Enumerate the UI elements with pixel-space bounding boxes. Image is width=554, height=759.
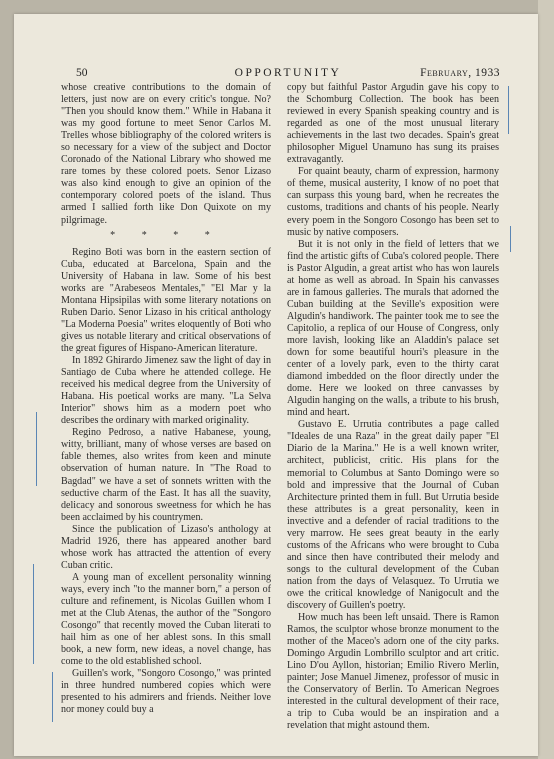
- margin-mark: [508, 86, 509, 134]
- next-page-edge: [538, 0, 554, 759]
- margin-mark: [33, 564, 34, 664]
- margin-mark: [52, 672, 53, 722]
- page-number: 50: [76, 67, 88, 79]
- paragraph: Since the publication of Lizaso's anthology at Madrid 1926, there has appeared another bard whose work has attracted the attention of every Cuban critic.: [61, 523, 271, 571]
- paragraph: Gustavo E. Urrutia contributes a page called "Ideales de una Raza" in the great daily paper "El Diario de la Marina." He is a well known writer, architect, publicist, critic. His plans for the memorial to Columbus at Santo Domingo were so bold and impressive that the Journal of Cuban Architecture printed them in full. But Urrutia beside these attributes is a great personality, keen in invective and a defender of racial traditions to the very marrow. He sees great beauty in the early customs of the Africans who were brought to Cuba and since then have contributed their melody and songs to the cultural development of the Cuban nation from the days of Velasquez. To Urrutia we owe the critical knowledge of Nanigocult and the discovery of Guillen's poetry.: [287, 419, 499, 612]
- running-header: [76, 67, 500, 81]
- margin-mark: [36, 412, 37, 486]
- paragraph: Guillen's work, "Songoro Cosongo," was printed in three hundred numbered copies which were presented to his admirers and friends. Neither love nor money could buy a: [61, 668, 271, 716]
- paragraph: But it is not only in the field of letters that we find the artistic gifts of Cuba's colored people. There is Pastor Algudin, a great artist who has won laurels at home as well as abroad. In Spain his canvasses are in famous galleries. The murals that adorned the Cuban building at the Seville's exposition were Algudin's handiwork. The painter took me to see the Capitolio, a replica of our House of Congress, only more lavish, looking like an Aladdin's palace set down for some beautiful houri's pleasure in the center of a lovely park, even to the thirty carat diamond imbedded on the floor directly under the dome. Here we looked on three canvasses by Algudin hanging on the walls, a tribute to his brush, mind and heart.: [287, 238, 499, 419]
- paragraph: In 1892 Ghirardo Jimenez saw the light of day in Santiago de Cuba where he attended college. He received his medical degree from the University of Habana. His poetical works are many. "La Selva Interior" shows him as a modern poet who describes the ordinary with marked originality.: [61, 355, 271, 427]
- paragraph: whose creative contributions to the domain of letters, just now are on every critic's tongue. No? "Then you should know them." While in Habana it was my good fortune to meet Senor Carlos M. Trelles whose bibliography of the colored writers is so necessary for a view of the subject and Doctor Coronado of the National Library who showed me rare tomes by these colored poets. Senor Lizaso was also kind enough to give an opinion of the contemporary colored poets of the island. Thus armed I sallied forth like Don Quixote on my pilgrimage.: [61, 82, 271, 226]
- paragraph: How much has been left unsaid. There is Ramon Ramos, the sculptor whose bronze monument to the mother of the Maceo's adorn one of the city parks. Domingo Argudin Lombrillo sculptor and art critic. Lino D'ou Ayllon, historian; Emilio Rivero Merlin, painter; Jose Manuel Jimenez, professor of music in the Conservatory of Berlin. To American Negroes interested in the cultural development of their race, a trip to Cuba would be an inspiration and a revelation that might astound them.: [287, 612, 499, 732]
- right-column: [287, 82, 499, 733]
- paragraph: copy but faithful Pastor Argudin gave his copy to the Schomburg Collection. The book has been reviewed in every Spanish speaking country and is regarded as one of the most unusual literary achievements in the last two decades. Spain's great philosopher Miguel Unamuno has sung its praises extravagantly.: [287, 82, 499, 166]
- issue-date: February, 1933: [420, 67, 500, 79]
- paragraph: For quaint beauty, charm of expression, harmony of theme, musical austerity, I know of no poet that can surpass this young bard, when he recreates the customs, traditions and chants of his people. Nearly every poem in the Songoro Cosongo has been set to music by native composers.: [287, 166, 499, 238]
- magazine-title: OPPORTUNITY: [234, 67, 342, 79]
- paragraph: Regino Boti was born in the eastern section of Cuba, educated at Barcelona, Spain and the University of Habana in law. Some of his best works are "Arabeseos Mentales," "El Mar y la Montana Hipsipilas with some literary notations on Ruben Dario. Senor Lizaso in his critical anthology "La Moderna Poesia" writes eloquently of Boti who gives us notable literary and critical observations of the great figures of Hispano-American literature.: [61, 246, 271, 354]
- section-break: * * * *: [110, 229, 222, 241]
- paragraph: Regino Pedroso, a native Habanese, young, witty, brilliant, many of whose verses are based on fable themes, also writes from keen and minute observation of human nature. In "The Road to Bagdad" we have a set of sonnets written with the seductive charm of the East. It has all the suavity, delicacy and sonorous sweetness for which he has been acclaimed by his countrymen.: [61, 427, 271, 523]
- margin-mark: [510, 226, 511, 252]
- left-column: [61, 82, 271, 716]
- paragraph: A young man of excellent personality winning ways, every inch "to the manner born," a person of culture and refinement, is Nicolas Guillen whom I met at the Club Atenas, the author of the "Songoro Cosongo" that recently moved the Cuban literati to hail him as one of her ablest sons. In this small book, a new form, new ideas, a novel change, has come to the old established school.: [61, 571, 271, 668]
